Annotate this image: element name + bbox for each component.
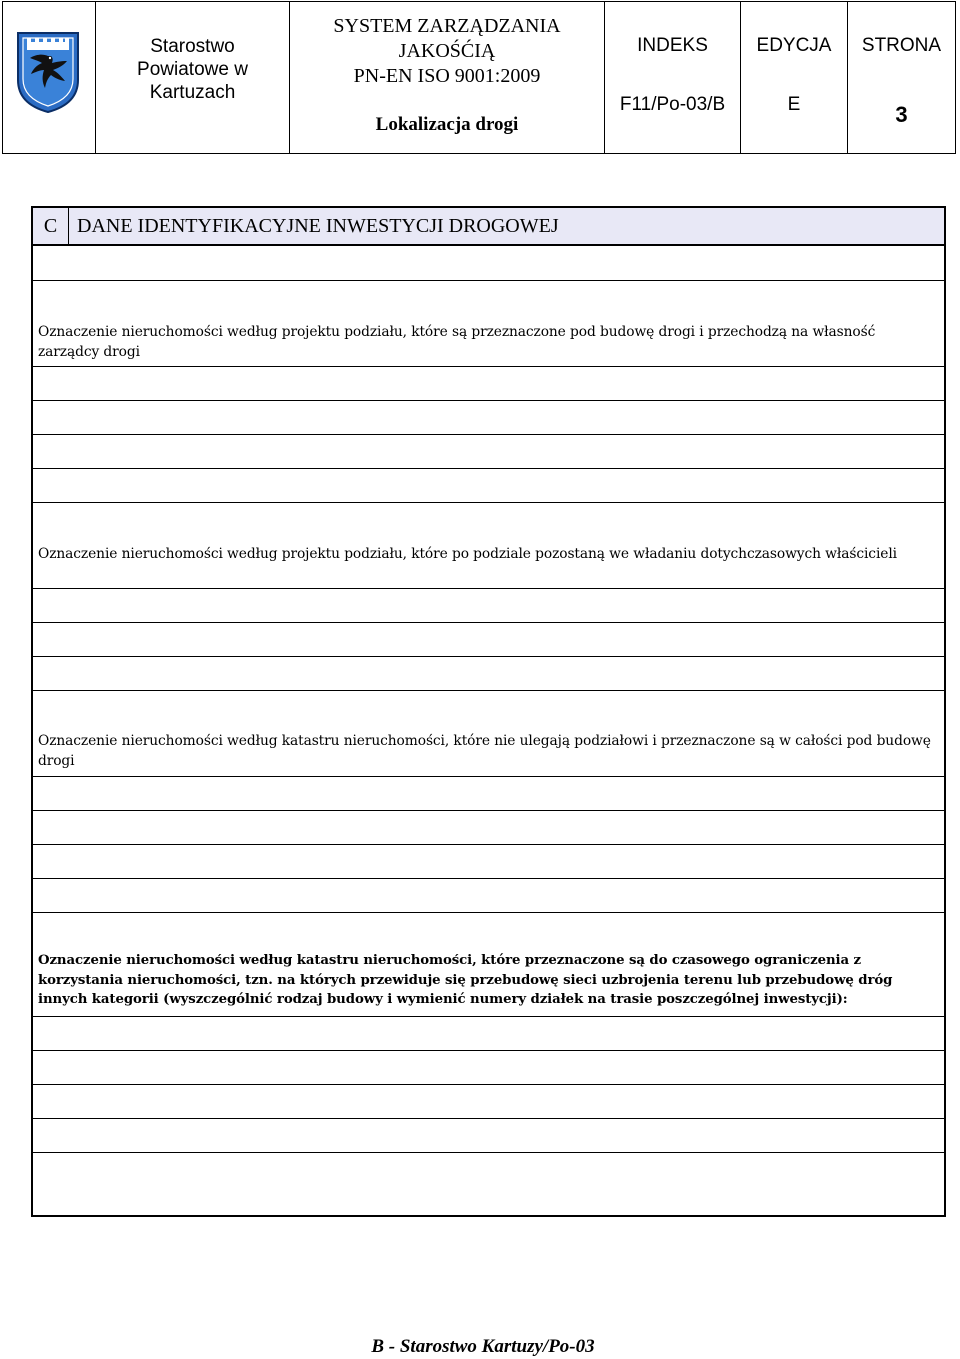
label-not-divided: Oznaczenie nieruchomości według katastru nieruchomości, które nie ulegają podziałowi i przeznaczone są w całości pod budowę drogi bbox=[38, 733, 931, 769]
entry-line[interactable] bbox=[33, 1118, 944, 1119]
edition-cell bbox=[741, 2, 848, 153]
edition-value: E bbox=[787, 94, 801, 115]
page-number: 3 bbox=[895, 102, 908, 127]
page-footer: B - Starostwo Kartuzy/Po-03 bbox=[371, 1336, 595, 1357]
entry-line[interactable] bbox=[33, 912, 944, 913]
entry-line[interactable] bbox=[33, 690, 944, 691]
entry-line[interactable] bbox=[33, 1050, 944, 1051]
entry-line[interactable] bbox=[33, 1152, 944, 1153]
entry-line[interactable] bbox=[33, 844, 944, 845]
organization-cell bbox=[96, 2, 290, 153]
logo-cell bbox=[3, 2, 96, 153]
label-temporary-restriction: Oznaczenie nieruchomości według katastru nieruchomości, które przeznaczone są do czasowego ograniczenia z korzystania nieruchomości, tzn. na których przewiduje się przebudowę sieci uzbrojenia terenu lub przebudowę dróg innych kategorii (wyszczególnić rodzaj budowy i wymienić numery działek na trasie poszczególnej inwestycji): bbox=[38, 953, 893, 1007]
entry-line[interactable] bbox=[33, 366, 944, 367]
index-label: INDEKS bbox=[637, 35, 708, 56]
entry-line[interactable] bbox=[33, 1016, 944, 1017]
entry-line[interactable] bbox=[33, 622, 944, 623]
entry-line[interactable] bbox=[33, 434, 944, 435]
entry-line[interactable] bbox=[33, 810, 944, 811]
label-transfer-to-road-manager: Oznaczenie nieruchomości według projektu podziału, które są przeznaczone pod budowę drogi i przechodzą na własność zarządcy drogi bbox=[38, 324, 876, 360]
section-letter: C bbox=[33, 208, 69, 244]
entry-line[interactable] bbox=[33, 588, 944, 589]
entry-line[interactable] bbox=[33, 1084, 944, 1085]
entry-line[interactable] bbox=[33, 878, 944, 879]
entry-line[interactable] bbox=[33, 502, 944, 503]
document-title: Lokalizacja drogi bbox=[375, 114, 519, 135]
section-title: DANE IDENTYFIKACYJNE INWESTYCJI DROGOWEJ bbox=[77, 215, 559, 237]
entry-line[interactable] bbox=[33, 400, 944, 401]
page-cell bbox=[848, 2, 955, 153]
system-cell bbox=[290, 2, 605, 153]
entry-line[interactable] bbox=[33, 468, 944, 469]
section-header bbox=[33, 208, 944, 246]
entry-line[interactable] bbox=[33, 656, 944, 657]
entry-line[interactable] bbox=[33, 776, 944, 777]
section-c-form bbox=[31, 206, 946, 1217]
row-divider bbox=[33, 280, 944, 281]
coat-of-arms-logo bbox=[15, 30, 81, 114]
index-value: F11/Po-03/B bbox=[619, 94, 726, 115]
page-label: STRONA bbox=[861, 35, 942, 56]
document-header bbox=[2, 1, 956, 154]
organization-name: Starostwo Powiatowe w Kartuzach bbox=[137, 36, 248, 103]
edition-label: EDYCJA bbox=[756, 35, 832, 56]
label-remain-with-owners: Oznaczenie nieruchomości według projektu podziału, które po podziale pozostaną we władaniu dotychczasowych właścicieli bbox=[38, 546, 897, 562]
index-cell bbox=[605, 2, 741, 153]
system-title: SYSTEM ZARZĄDZANIA JAKOŚĆIĄ PN-EN ISO 9001:2009 bbox=[333, 15, 561, 87]
